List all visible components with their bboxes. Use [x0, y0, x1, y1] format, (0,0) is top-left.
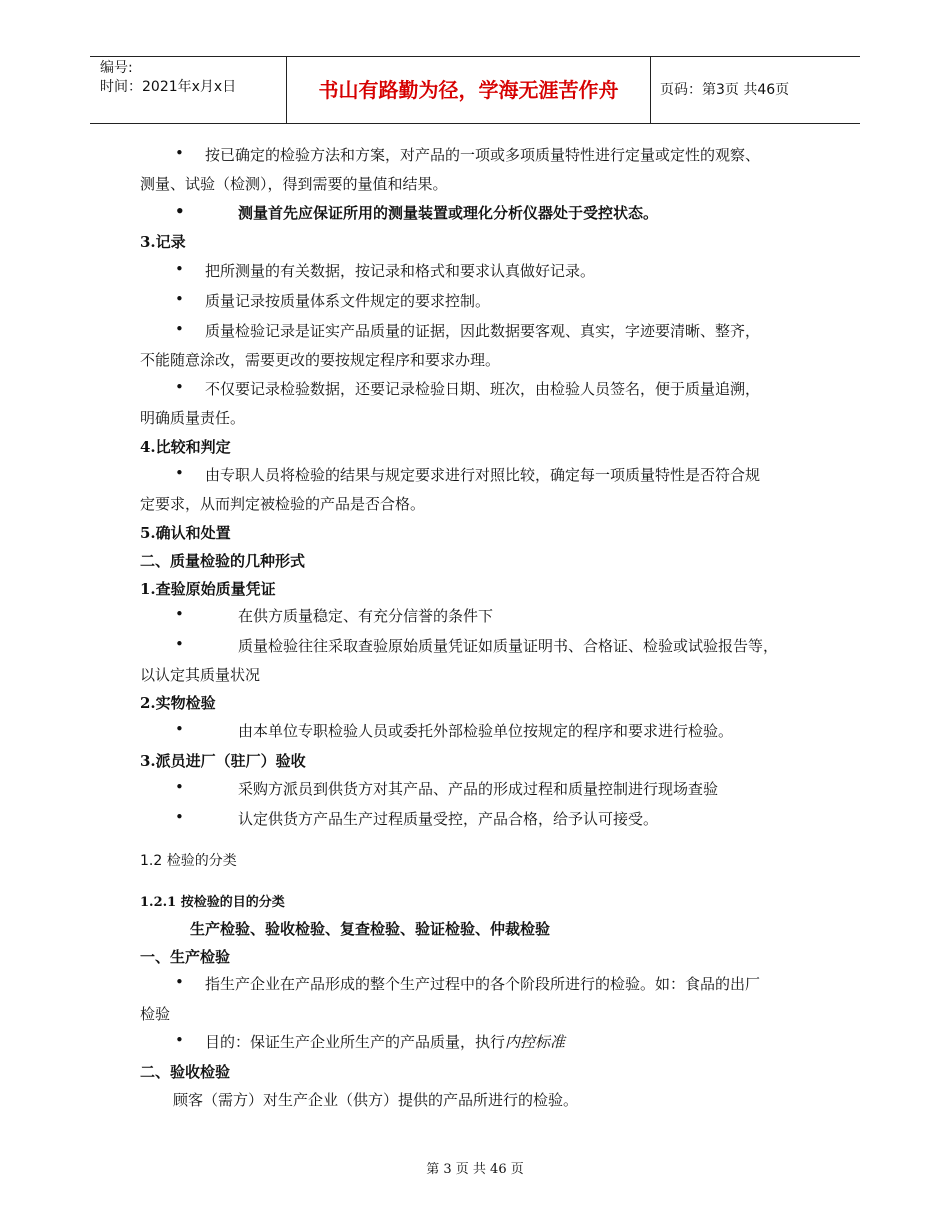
bullet-icon: •	[175, 260, 184, 278]
paragraph-line: 检验	[140, 1005, 171, 1023]
paragraph-line: 测量、试验（检测），得到需要的量值和结果。	[140, 175, 448, 193]
bullet-icon: •	[175, 808, 184, 826]
line-text: 不仅要记录检验数据，还要记录检验日期、班次，由检验人员签名，便于质量追溯，	[205, 380, 761, 398]
subsection-heading: 1.2.1 按检验的目的分类	[140, 895, 285, 910]
section-heading: 2.实物检验	[140, 694, 216, 712]
document-number-label: 编号:	[100, 60, 133, 76]
line-text: 质量检验记录是证实产品质量的证据，因此数据要客观、真实，字迹要清晰、整齐，	[205, 322, 761, 340]
bullet-icon: •	[175, 464, 184, 482]
bullet-icon: •	[175, 320, 184, 338]
paragraph-line	[175, 778, 719, 798]
section-heading: 5.确认和处置	[140, 524, 231, 542]
section-heading: 一、生产检验	[140, 948, 231, 966]
paragraph-line	[175, 260, 596, 280]
paragraph-line	[175, 1031, 566, 1051]
header-page-number: 页码：第3页 共46页	[660, 82, 790, 98]
bullet-icon: •	[175, 973, 184, 991]
header-meta	[100, 59, 236, 97]
header-divider	[650, 57, 651, 123]
paragraph-line: 生产检验、验收检验、复查检验、验证检验、仲裁检验	[190, 920, 551, 938]
document-time-label: 时间：2021年x月x日	[100, 79, 237, 95]
line-text: 指生产企业在产品形成的整个生产过程中的各个阶段所进行的检验。如：食品的出厂	[205, 975, 761, 993]
bullet-icon: •	[175, 290, 184, 308]
section-heading: 1.查验原始质量凭证	[140, 580, 276, 598]
page-header	[90, 56, 860, 124]
bullet-icon: •	[175, 378, 184, 396]
line-text: 把所测量的有关数据，按记录和格式和要求认真做好记录。	[205, 262, 596, 280]
paragraph-line	[175, 720, 734, 740]
section-heading: 二、质量检验的几种形式	[140, 552, 306, 570]
line-text: 质量检验往往采取查验原始质量凭证如质量证明书、合格证、检验或试验报告等，	[238, 637, 779, 655]
paragraph-line: 以认定其质量状况	[140, 666, 261, 684]
paragraph-line	[175, 202, 659, 222]
line-text: 测量首先应保证所用的测量装置或理化分析仪器处于受控状态。	[238, 204, 659, 222]
bullet-icon: •	[175, 720, 184, 738]
paragraph-line: 顾客（需方）对生产企业（供方）提供的产品所进行的检验。	[173, 1091, 579, 1109]
paragraph-line: 明确质量责任。	[140, 409, 246, 427]
bullet-icon: •	[175, 635, 184, 653]
paragraph-line	[175, 144, 761, 164]
paragraph-line	[175, 973, 761, 993]
paragraph-line	[175, 605, 494, 625]
paragraph-line	[175, 290, 491, 310]
subsection-title: 1.2 检验的分类	[140, 853, 237, 869]
line-text: 由本单位专职检验人员或委托外部检验单位按规定的程序和要求进行检验。	[238, 722, 734, 740]
paragraph-line: 不能随意涂改，需要更改的要按规定程序和要求办理。	[140, 351, 501, 369]
paragraph-line	[175, 464, 761, 484]
page-footer: 第 3 页 共 46 页	[426, 1162, 524, 1177]
bullet-icon: •	[175, 605, 184, 623]
line-text: 采购方派员到供货方对其产品、产品的形成过程和质量控制进行现场查验	[238, 780, 719, 798]
paragraph-line	[175, 378, 761, 398]
paragraph-line	[175, 635, 779, 655]
line-text-part: 目的：保证生产企业所生产的产品质量，执行	[205, 1033, 506, 1051]
line-text: 质量记录按质量体系文件规定的要求控制。	[205, 292, 491, 310]
paragraph-line	[175, 320, 761, 340]
section-heading: 3.记录	[140, 233, 186, 251]
header-motto: 书山有路勤为径，学海无涯苦作舟	[318, 78, 619, 102]
section-heading: 4.比较和判定	[140, 438, 231, 456]
emphasis-text: 内控标准	[505, 1033, 566, 1051]
section-heading: 二、验收检验	[140, 1063, 231, 1081]
line-text: 由专职人员将检验的结果与规定要求进行对照比较，确定每一项质量特性是否符合规	[205, 466, 761, 484]
line-text: 认定供货方产品生产过程质量受控，产品合格，给予认可接受。	[238, 810, 659, 828]
bullet-icon: •	[175, 144, 184, 162]
bullet-icon: •	[175, 202, 185, 220]
paragraph-line: 定要求，从而判定被检验的产品是否合格。	[140, 495, 426, 513]
line-text: 在供方质量稳定、有充分信誉的条件下	[238, 607, 494, 625]
section-heading: 3.派员进厂（驻厂）验收	[140, 752, 306, 770]
line-text: 按已确定的检验方法和方案，对产品的一项或多项质量特性进行定量或定性的观察、	[205, 146, 761, 164]
bullet-icon: •	[175, 1031, 184, 1049]
bullet-icon: •	[175, 778, 184, 796]
paragraph-line	[175, 808, 659, 828]
line-text	[205, 1031, 565, 1052]
